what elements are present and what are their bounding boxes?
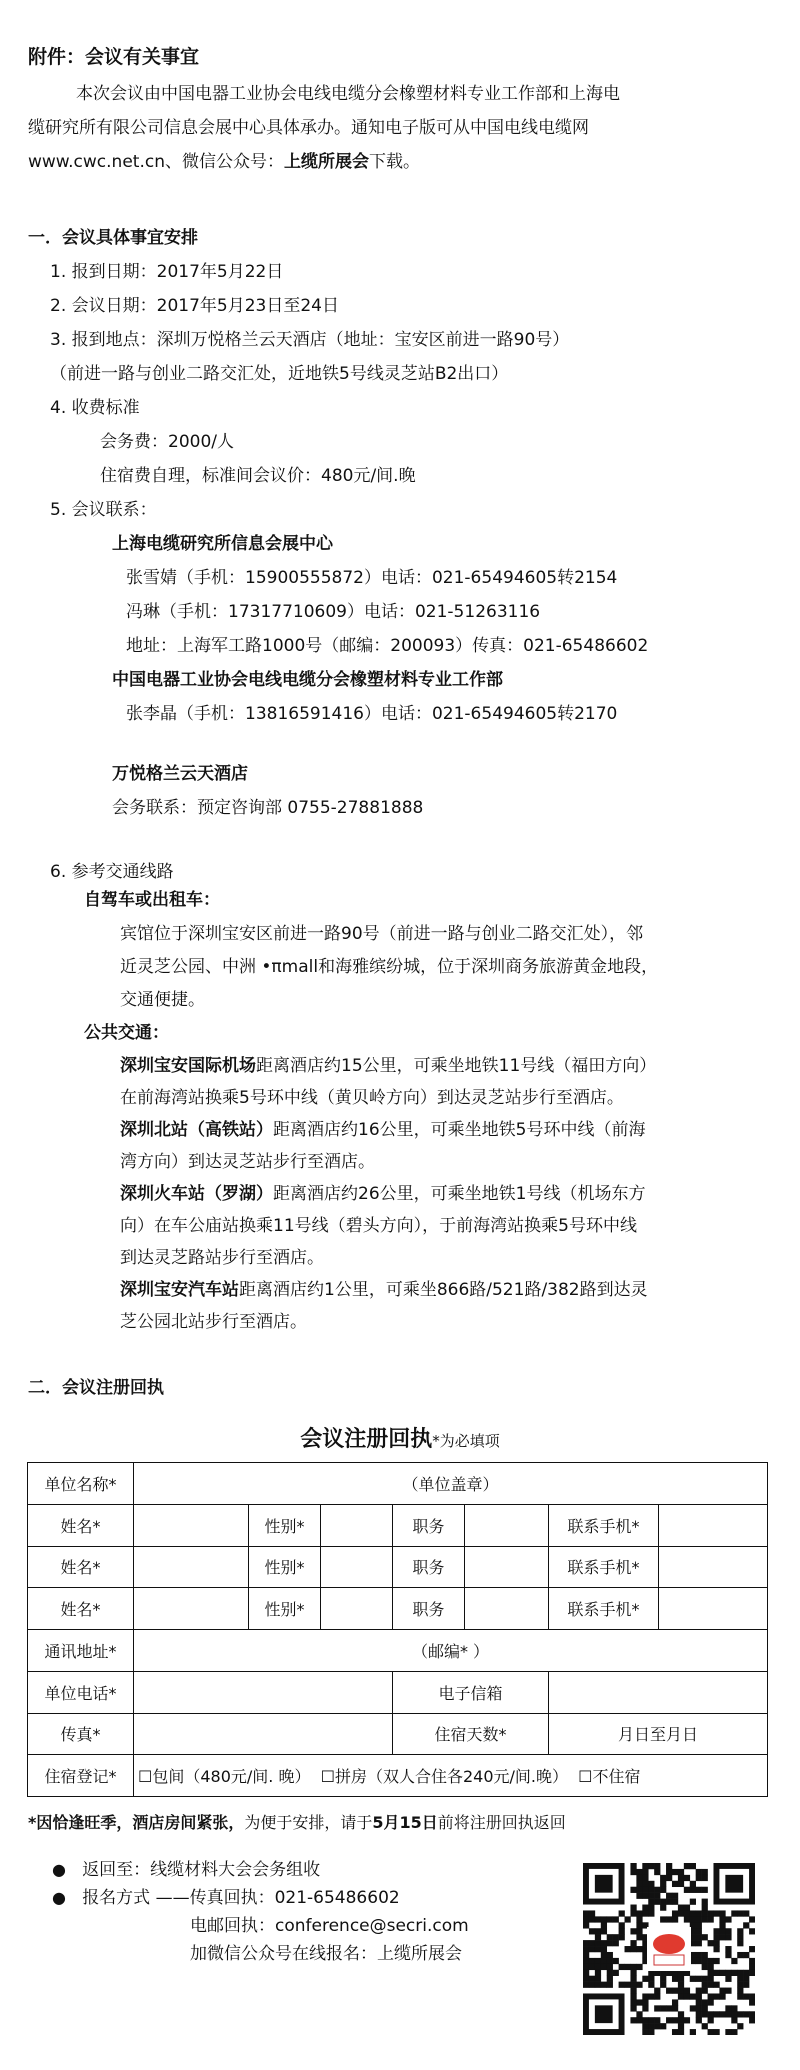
gender-field[interactable] — [321, 1546, 393, 1588]
form-title — [0, 1422, 800, 1453]
label-name: 姓名* — [28, 1546, 134, 1588]
lodging-option-private-room[interactable]: ☐包间（480元/间. 晚） — [138, 1767, 311, 1787]
drive-title: 自驾车或出租车： — [84, 890, 220, 910]
deadline-notice — [28, 1813, 566, 1832]
email-field[interactable] — [549, 1671, 768, 1713]
label-mobile: 联系手机* — [549, 1504, 659, 1546]
transport-north-station — [120, 1120, 645, 1140]
item-transport: 6. 参考交通线路 — [50, 862, 174, 882]
position-field[interactable] — [465, 1588, 549, 1630]
register-method — [52, 1888, 400, 1908]
mobile-field[interactable] — [659, 1546, 768, 1588]
return-to — [52, 1860, 320, 1880]
label-unit-phone: 单位电话* — [28, 1671, 134, 1713]
section-2-title: 二．会议注册回执 — [28, 1378, 164, 1398]
intro-website: www.cwc.net.cn、微信公众号： — [28, 152, 284, 172]
label-fax: 传真* — [28, 1713, 134, 1755]
section-1-title: 一．会议具体事宜安排 — [28, 228, 198, 248]
hotel-contact: 会务联系：预定咨询部 0755-27881888 — [112, 798, 424, 818]
org-secri-center: 上海电缆研究所信息会展中心 — [112, 534, 333, 554]
label-position: 职务 — [393, 1504, 465, 1546]
hotel-name: 万悦格兰云天酒店 — [112, 764, 248, 784]
drive-line-1: 宾馆位于深圳宝安区前进一路90号（前进一路与创业二路交汇处），邻 — [120, 924, 644, 944]
register-wechat: 加微信公众号在线报名：上缆所展会 — [190, 1944, 462, 1964]
intro-line-2: 缆研究所有限公司信息会展中心具体承办。通知电子版可从中国电线电缆网 — [28, 118, 589, 138]
notice-arrange: 为便于安排，请于 — [244, 1813, 373, 1832]
intro-line-3 — [28, 152, 420, 172]
transport-train-station-line-2: 向）在车公庙站换乘11号线（碧头方向），于前海湾站换乘5号环中线 — [120, 1216, 637, 1236]
label-gender: 性别* — [249, 1588, 321, 1630]
label-position: 职务 — [393, 1588, 465, 1630]
airport-route: 距离酒店约15公里，可乘坐地铁11号线（福田方向） — [256, 1056, 657, 1076]
name-field[interactable] — [134, 1546, 249, 1588]
mobile-field[interactable] — [659, 1504, 768, 1546]
north-station-route: 距离酒店约16公里，可乘坐地铁5号环中线（前海 — [273, 1120, 646, 1140]
contact-feng-lin: 冯琳（手机：17317710609）电话：021-51263116 — [126, 602, 541, 622]
notice-deadline-date: 5月15日 — [372, 1813, 438, 1832]
unit-phone-field[interactable] — [134, 1671, 393, 1713]
label-mobile: 联系手机* — [549, 1546, 659, 1588]
item-report-place: 3. 报到地点：深圳万悦格兰云天酒店（地址：宝安区前进一路90号） — [50, 330, 570, 350]
gender-field[interactable] — [321, 1504, 393, 1546]
item-report-date: 1. 报到日期：2017年5月22日 — [50, 262, 284, 282]
drive-line-2: 近灵芝公园、中洲 •πmall和海雅缤纷城，位于深圳商务旅游黄金地段， — [120, 957, 659, 977]
item-report-place-detail: （前进一路与创业二路交汇处，近地铁5号线灵芝站B2出口） — [50, 364, 509, 384]
gender-field[interactable] — [321, 1588, 393, 1630]
brand-logo-icon — [647, 1927, 691, 1971]
notice-return: 前将注册回执返回 — [437, 1813, 566, 1832]
transport-bus-station-line-2: 芝公园北站步行至酒店。 — [120, 1312, 307, 1332]
unit-name-field[interactable] — [134, 1463, 768, 1505]
register-fax: 报名方式 ——传真回执：021-65486602 — [82, 1888, 400, 1908]
form-title-text: 会议注册回执 — [300, 1427, 433, 1452]
label-name: 姓名* — [28, 1588, 134, 1630]
register-email: 电邮回执：conference@secri.com — [190, 1916, 469, 1936]
transport-bus-station — [120, 1280, 648, 1300]
label-name: 姓名* — [28, 1504, 134, 1546]
transport-north-station-line-2: 湾方向）到达灵芝站步行至酒店。 — [120, 1152, 375, 1172]
label-gender: 性别* — [249, 1504, 321, 1546]
postcode-hint: （邮编* ） — [411, 1641, 490, 1661]
mobile-field[interactable] — [659, 1588, 768, 1630]
lodging-option-no-stay[interactable]: ☐不住宿 — [578, 1767, 641, 1787]
position-field[interactable] — [465, 1504, 549, 1546]
label-unit-name: 单位名称* — [28, 1463, 134, 1505]
return-to-text: 返回至：线缆材料大会会务组收 — [82, 1860, 321, 1880]
unit-stamp-hint: （单位盖章） — [402, 1474, 499, 1494]
label-gender: 性别* — [249, 1546, 321, 1588]
org-working-dept: 中国电器工业协会电线电缆分会橡塑材料专业工作部 — [112, 670, 503, 690]
qr-logo — [647, 1927, 691, 1971]
bullet-icon: ● — [52, 1888, 66, 1907]
label-address: 通讯地址* — [28, 1630, 134, 1672]
fee-lodging: 住宿费自理，标准间会议价：480元/间.晚 — [100, 466, 416, 486]
bus-station-name: 深圳宝安汽车站 — [120, 1280, 239, 1300]
train-station-name: 深圳火车站（罗湖） — [120, 1184, 273, 1204]
intro-wechat-account: 上缆所展会 — [283, 152, 369, 172]
contact-address: 地址：上海军工路1000号（邮编：200093）传真：021-65486602 — [126, 636, 649, 656]
transport-train-station-line-3: 到达灵芝路站步行至酒店。 — [120, 1248, 324, 1268]
fax-field[interactable] — [134, 1713, 393, 1755]
label-position: 职务 — [393, 1546, 465, 1588]
name-field[interactable] — [134, 1504, 249, 1546]
lodging-options — [134, 1755, 768, 1797]
lodging-option-shared-room[interactable]: ☐拼房（双人合住各240元/间.晚） — [320, 1767, 568, 1787]
contact-zhang-lijing: 张李晶（手机：13816591416）电话：021-65494605转2170 — [126, 704, 618, 724]
transport-airport-line-2: 在前海湾站换乘5号环中线（黄贝岭方向）到达灵芝站步行至酒店。 — [120, 1088, 624, 1108]
form-required-note: *为必填项 — [432, 1432, 500, 1450]
label-lodging: 住宿登记* — [28, 1755, 134, 1797]
intro-download: 下载。 — [368, 152, 420, 172]
registration-form — [27, 1462, 768, 1797]
page-title: 附件：会议有关事宜 — [28, 46, 200, 68]
contact-zhang-xuejing: 张雪婧（手机：15900555872）电话：021-65494605转2154 — [126, 568, 618, 588]
drive-line-3: 交通便捷。 — [120, 990, 205, 1010]
label-mobile: 联系手机* — [549, 1588, 659, 1630]
label-email: 电子信箱 — [393, 1671, 549, 1713]
fee-meeting: 会务费：2000/人 — [100, 432, 234, 452]
qr-code[interactable] — [583, 1863, 755, 2035]
name-field[interactable] — [134, 1588, 249, 1630]
public-transport-title: 公共交通： — [84, 1023, 169, 1043]
address-field[interactable] — [134, 1630, 768, 1672]
item-fees: 4. 收费标准 — [50, 398, 140, 418]
bus-station-route: 距离酒店约1公里，可乘坐866路/521路/382路到达灵 — [239, 1280, 648, 1300]
notice-peak-season: *因恰逢旺季，酒店房间紧张， — [28, 1813, 245, 1832]
stay-dates-field[interactable] — [549, 1713, 768, 1755]
north-station-name: 深圳北站（高铁站） — [120, 1120, 273, 1140]
bullet-icon: ● — [52, 1860, 66, 1879]
label-stay-days: 住宿天数* — [393, 1713, 549, 1755]
position-field[interactable] — [465, 1546, 549, 1588]
transport-airport — [120, 1056, 656, 1076]
item-meeting-date: 2. 会议日期：2017年5月23日至24日 — [50, 296, 339, 316]
stay-dates-hint: 月日至月日 — [618, 1725, 699, 1745]
airport-name: 深圳宝安国际机场 — [120, 1056, 256, 1076]
train-station-route: 距离酒店约26公里，可乘坐地铁1号线（机场东方 — [273, 1184, 646, 1204]
item-contacts: 5. 会议联系： — [50, 500, 157, 520]
intro-line-1: 本次会议由中国电器工业协会电线电缆分会橡塑材料专业工作部和上海电 — [76, 84, 620, 104]
transport-train-station — [120, 1184, 645, 1204]
